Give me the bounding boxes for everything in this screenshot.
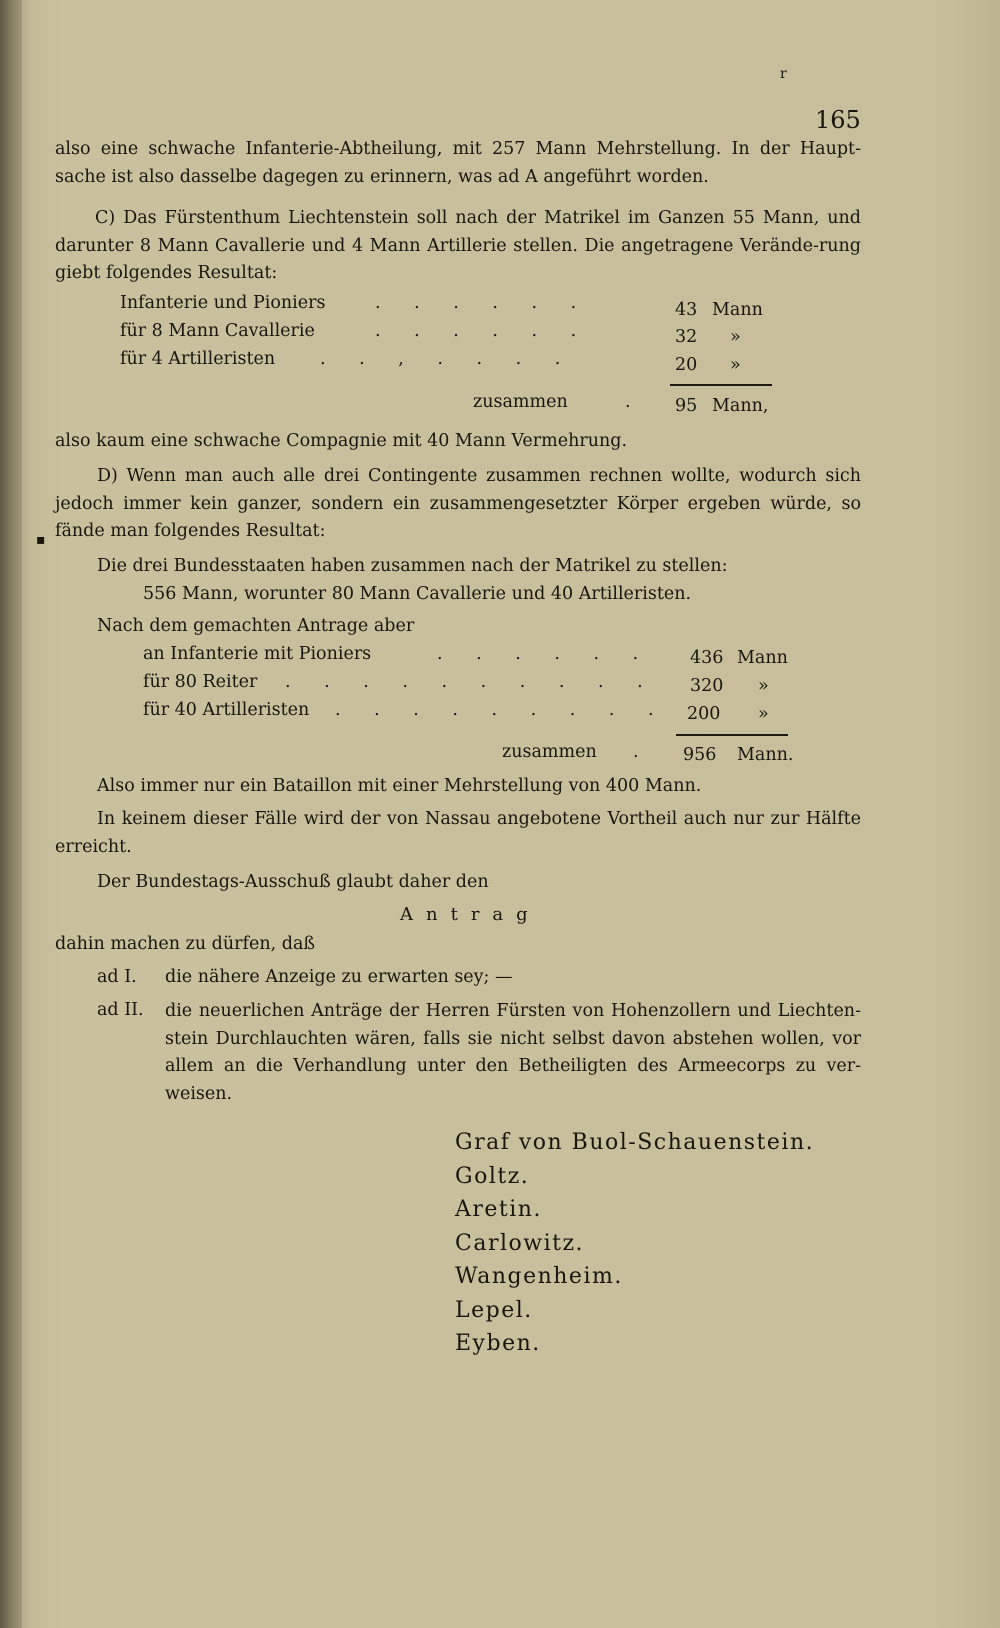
ad2-label: ad II. [97,1000,144,1020]
table2-row2-dots: . . . . . . . . . . [285,672,657,692]
table2-row2-value: 320 [690,676,724,696]
signature-5: Wangenheim. [455,1264,623,1289]
paragraph-1: also eine schwache Infanterie-Abtheilung, mit 257 Mann Mehrstellung. In der Haupt-sache ist also dasselbe dagegen zu erinnern, was ad A angeführt worden. [55,139,861,187]
signature-1: Graf von Buol-Schauenstein. [455,1130,815,1155]
paragraph-4: D) Wenn man auch alle drei Contingente zusammen rechnen wollte, wodurch sich jedoch immer kein ganzer, sondern ein zusammengesetzter Körper ergeben würde, so fände man folgendes Resultat: [55,466,861,541]
table2-row1-label: an Infanterie mit Pioniers [143,644,372,664]
paragraph-7: Also immer nur ein Bataillon mit einer Mehrstellung von 400 Mann. [97,776,702,796]
table1-row3-label: für 4 Artilleristen [120,349,276,369]
table1-row2-unit: » [730,327,741,347]
table2-total-dot: . [633,742,639,762]
signature-3: Aretin. [455,1197,542,1222]
table2-sum-rule [676,734,788,736]
table1-row3-value: 20 [675,355,698,375]
table1-total-value: 95 [675,396,698,416]
margin-mark: ▪ [36,532,46,548]
table1-row2-dots: . . . . . . [375,321,591,341]
table2-total-label: zusammen [502,742,597,762]
table2-row2-label: für 80 Reiter [143,672,258,692]
paragraph-3: also kaum eine schwache Compagnie mit 40 Mann Vermehrung. [55,431,628,451]
top-mark: r [780,66,787,82]
table1-row1-value: 43 [675,300,698,320]
table2-row3-dots: . . . . . . . . . [335,700,668,720]
table1-row1-dots: . . . . . . [375,293,591,313]
paragraph-8: In keinem dieser Fälle wird der von Nassau angebotene Vortheil auch nur zur Hälfte erreicht. [55,809,861,857]
table2-row1-value: 436 [690,648,724,668]
ad2-text: die neuerlichen Anträge der Herren Fürsten von Hohenzollern und Liechten-stein Durchlauchten wären, falls sie nicht selbst davon abstehen wollen, vor allem an die Verhandlung unter den Betheiligten des Armeecorps zu ver-weisen. [165,1001,861,1104]
table2-row1-unit: Mann [737,648,788,668]
paragraph-6: Nach dem gemachten Antrage aber [97,616,415,636]
table1-sum-rule [670,384,772,386]
table2-row2-unit: » [758,676,769,696]
table2-total-unit: Mann. [737,745,794,765]
book-binding-shadow [0,0,22,1628]
signature-4: Carlowitz. [455,1231,585,1256]
antrag-heading: Antrag [400,904,541,925]
table1-row1-unit: Mann [712,300,763,320]
paragraph-9: Der Bundestags-Ausschuß glaubt daher den [97,872,489,892]
table1-row3-dots: . . , . . . . [320,349,575,369]
page-number: 165 [815,106,861,134]
signature-6: Lepel. [455,1298,533,1323]
ad1-text: die nähere Anzeige zu erwarten sey; — [165,967,513,987]
table1-row2-value: 32 [675,327,698,347]
paragraph-10: dahin machen zu dürfen, daß [55,934,316,954]
table1-total-dot: . [625,392,631,412]
table1-total-label: zusammen [473,392,568,412]
paragraph-2: C) Das Fürstenthum Liechtenstein soll nach der Matrikel im Ganzen 55 Mann, und darunter 8 Mann Cavallerie und 4 Mann Artillerie stellen. Die angetragene Verände-rung giebt folgendes Resultat: [55,208,861,283]
table2-total-value: 956 [683,745,717,765]
table1-total-unit: Mann, [712,396,769,416]
table2-row3-value: 200 [687,704,721,724]
signature-2: Goltz. [455,1164,530,1189]
paragraph-5b: 556 Mann, worunter 80 Mann Cavallerie und 40 Artilleristen. [143,584,692,604]
table1-row2-label: für 8 Mann Cavallerie [120,321,315,341]
paragraph-5a: Die drei Bundesstaaten haben zusammen nach der Matrikel zu stellen: [97,556,728,576]
ad1-label: ad I. [97,967,137,987]
table2-row3-unit: » [758,704,769,724]
table2-row1-dots: . . . . . . [437,644,653,664]
table1-row1-label: Infanterie und Pioniers [120,293,326,313]
table2-row3-label: für 40 Artilleristen [143,700,310,720]
table1-row3-unit: » [730,355,741,375]
signature-7: Eyben. [455,1331,541,1356]
